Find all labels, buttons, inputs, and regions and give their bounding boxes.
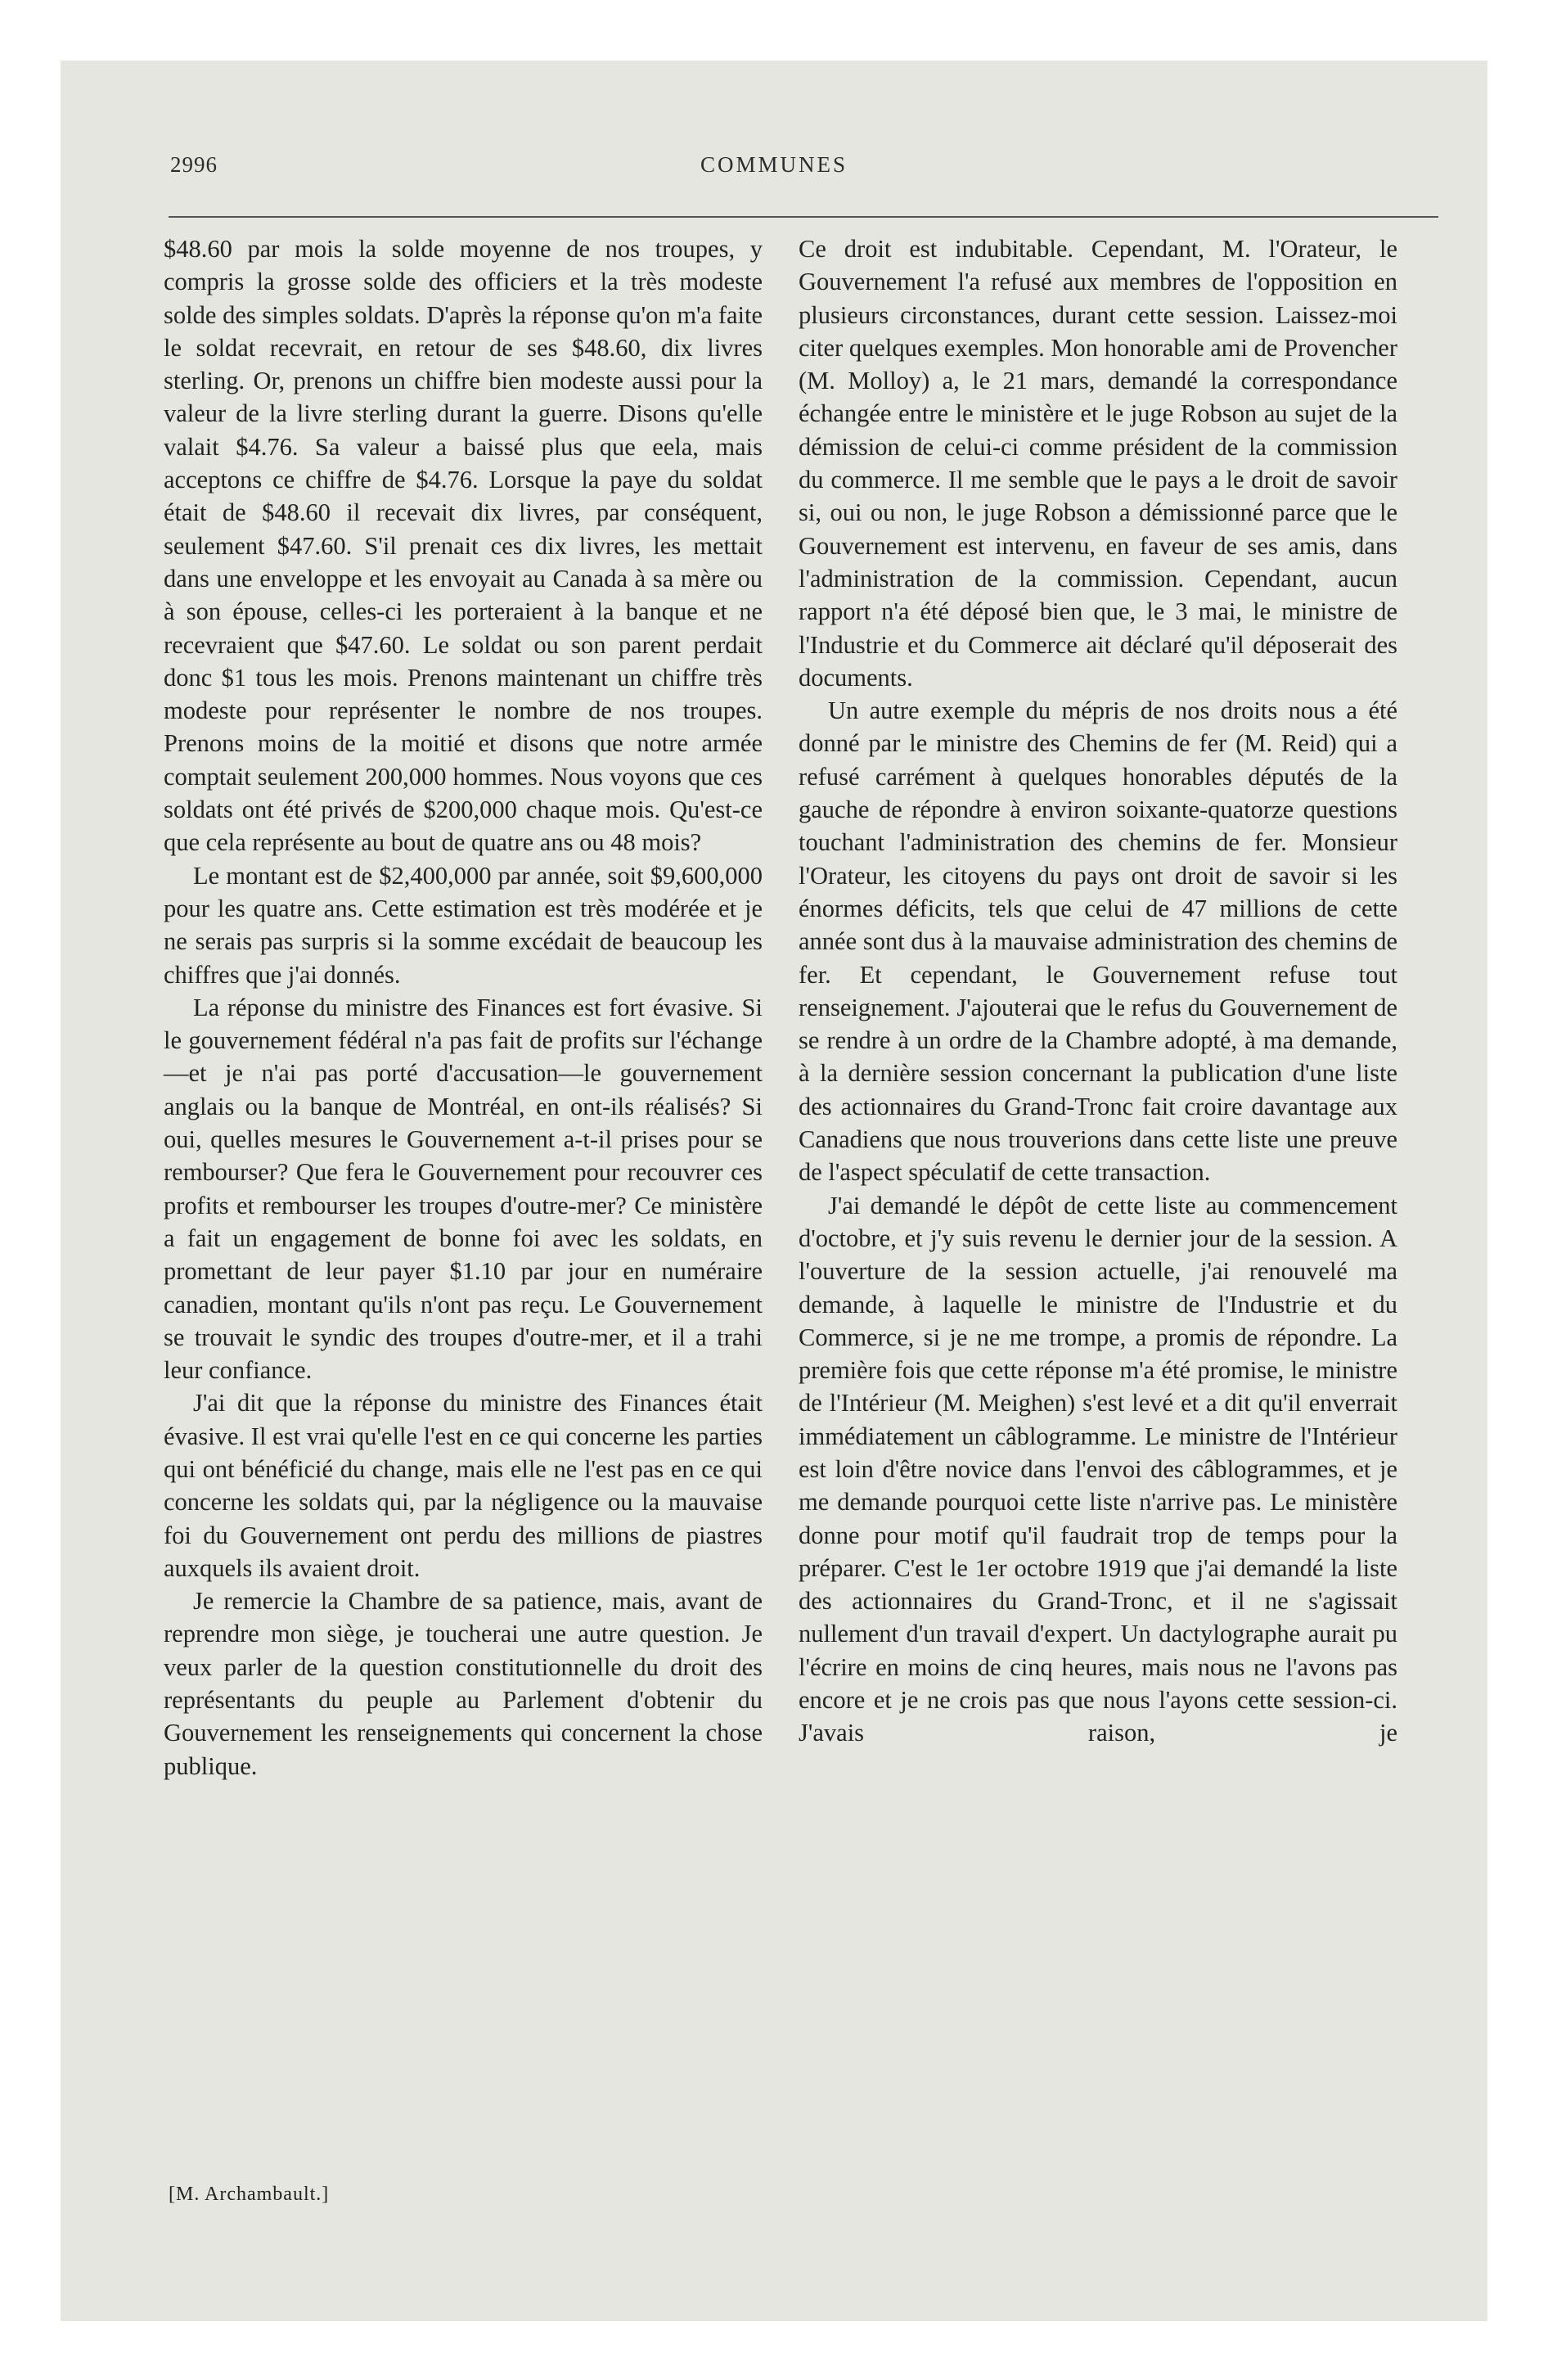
page-header [110, 152, 1438, 193]
paragraph: Je remercie la Chambre de sa patience, mais, avant de reprendre mon siège, je toucherai une autre question. Je veux parler de la question constitutionnelle du droit des représentants du peuple au Parlement d'obtenir du Gouvernement les renseignements qui concernent la chose publique. [164, 1587, 763, 1780]
paragraph: J'ai demandé le dépôt de cette liste au commencement d'octobre, et j'y suis revenu le dernier jour de la session. A l'ouverture de la session actuelle, j'ai renouvelé ma demande, à laquelle le ministre de l'Industrie et du Commerce, si je ne me trompe, a promis de répondre. La première fois que cette réponse m'a été promise, le ministre de l'Intérieur (M. Meighen) s'est levé et a dit qu'il enverrait immédiatement un câblogramme. Le ministre de l'Intérieur est loin d'être novice dans l'envoi des câblogrammes, et je me demande pourquoi cette liste n'arrive pas. Le ministère donne pour motif qu'il faudrait trop de temps pour la préparer. C'est le 1er octobre 1919 que j'ai demandé la liste des actionnaires du Grand-Tronc, et il ne s'agissait nullement d'un travail d'expert. Un dactylographe aurait pu l'écrire en moins de cinq heures, mais nous ne l'avons pas encore et je ne crois pas que nous l'ayons cette session-ci. J'avais raison, je [799, 1191, 1397, 1747]
speaker-tag: [M. Archambault.] [169, 2184, 330, 2205]
right-column [799, 232, 1397, 1750]
paragraph: Le montant est de $2,400,000 par année, soit $9,600,000 pour les quatre ans. Cette estimation est très modérée et je ne serais pas surpris si la somme excédait de beaucoup les chiffres que j'ai donnés. [164, 861, 763, 989]
paragraph: $48.60 par mois la solde moyenne de nos troupes, y compris la grosse solde des officiers et la très modeste solde des simples soldats. D'après la réponse qu'on m'a faite le soldat recevrait, en retour de ses $48.60, dix livres sterling. Or, prenons un chiffre bien modeste aussi pour la valeur de la livre sterling durant la guerre. Disons qu'elle valait $4.76. Sa valeur a baissé plus que eela, mais acceptons ce chiffre de $4.76. Lorsque la paye du soldat était de $48.60 il recevait dix livres, par conséquent, seulement $47.60. S'il prenait ces dix livres, les mettait dans une enveloppe et les envoyait au Canada à sa mère ou à son épouse, celles-ci les porteraient à la banque et ne recevraient que $47.60. Le soldat ou son parent perdait donc $1 tous les mois. Prenons maintenant un chiffre très modeste pour représenter le nombre de nos troupes. Prenons moins de la moitié et disons que notre armée comptait seulement 200,000 hommes. Nous voyons que ces soldats ont été privés de $200,000 chaque mois. Qu'est-ce que cela représente au bout de quatre ans ou 48 mois? [164, 235, 763, 857]
paragraph: J'ai dit que la réponse du ministre des Finances était évasive. Il est vrai qu'elle l'est en ce qui concerne les parties qui ont bénéficié du change, mais elle ne l'est pas en ce qui concerne les soldats qui, par la négligence ou la mauvaise foi du Gouvernement ont perdu des millions de piastres auxquels ils avaient droit. [164, 1389, 763, 1582]
header-rule [169, 216, 1438, 218]
paragraph: Ce droit est indubitable. Cependant, M. l'Orateur, le Gouvernement l'a refusé aux membres de l'opposition en plusieurs circonstances, durant cette session. Laissez-moi citer quelques exemples. Mon honorable ami de Provencher (M. Molloy) a, le 21 mars, demandé la correspondance échangée entre le ministère et le juge Robson au sujet de la démission de celui-ci comme président de la commission du commerce. Il me semble que le pays a le droit de savoir si, oui ou non, le juge Robson a démissionné parce que le Gouvernement est intervenu, en faveur de ses amis, dans l'administration de la commission. Cependant, aucun rapport n'a été déposé bien que, le 3 mai, le ministre de l'Industrie et du Commerce ait déclaré qu'il déposerait des documents. [799, 235, 1397, 692]
page-number: 2996 [170, 152, 218, 177]
paragraph: Un autre exemple du mépris de nos droits nous a été donné par le ministre des Chemins de fer (M. Reid) qui a refusé carrément à quelques honorables députés de la gauche de répondre à environ soixante-quatorze questions touchant l'administration des chemins de fer. Monsieur l'Orateur, les citoyens du pays ont droit de savoir si les énormes déficits, tels que celui de 47 millions de cette année sont dus à la mauvaise administration des chemins de fer. Et cependant, le Gouvernement refuse tout renseignement. J'ajouterai que le refus du Gouvernement de se rendre à un ordre de la Chambre adopté, à ma demande, à la dernière session concernant la publication d'une liste des actionnaires du Grand-Tronc fait croire davantage aux Canadiens que nous trouverions dans cette liste une preuve de l'aspect spéculatif de cette transaction. [799, 696, 1397, 1187]
left-column [164, 232, 763, 1783]
running-head: COMMUNES [700, 152, 848, 177]
paragraph: La réponse du ministre des Finances est fort évasive. Si le gouvernement fédéral n'a pas fait de profits sur l'échange—et je n'ai pas porté d'accusation—le gouvernement anglais ou la banque de Montréal, en ont-ils réalisés? Si oui, quelles mesures le Gouvernement a-t-il prises pour se rembourser? Que fera le Gouvernement pour recouvrer ces profits et rembourser les troupes d'outre-mer? Ce ministère a fait un engagement de bonne foi avec les soldats, en promettant de leur payer $1.10 par jour en numéraire canadien, montant qu'ils n'ont pas reçu. Le Gouvernement se trouvait le syndic des troupes d'outre-mer, et il a trahi leur confiance. [164, 993, 763, 1385]
